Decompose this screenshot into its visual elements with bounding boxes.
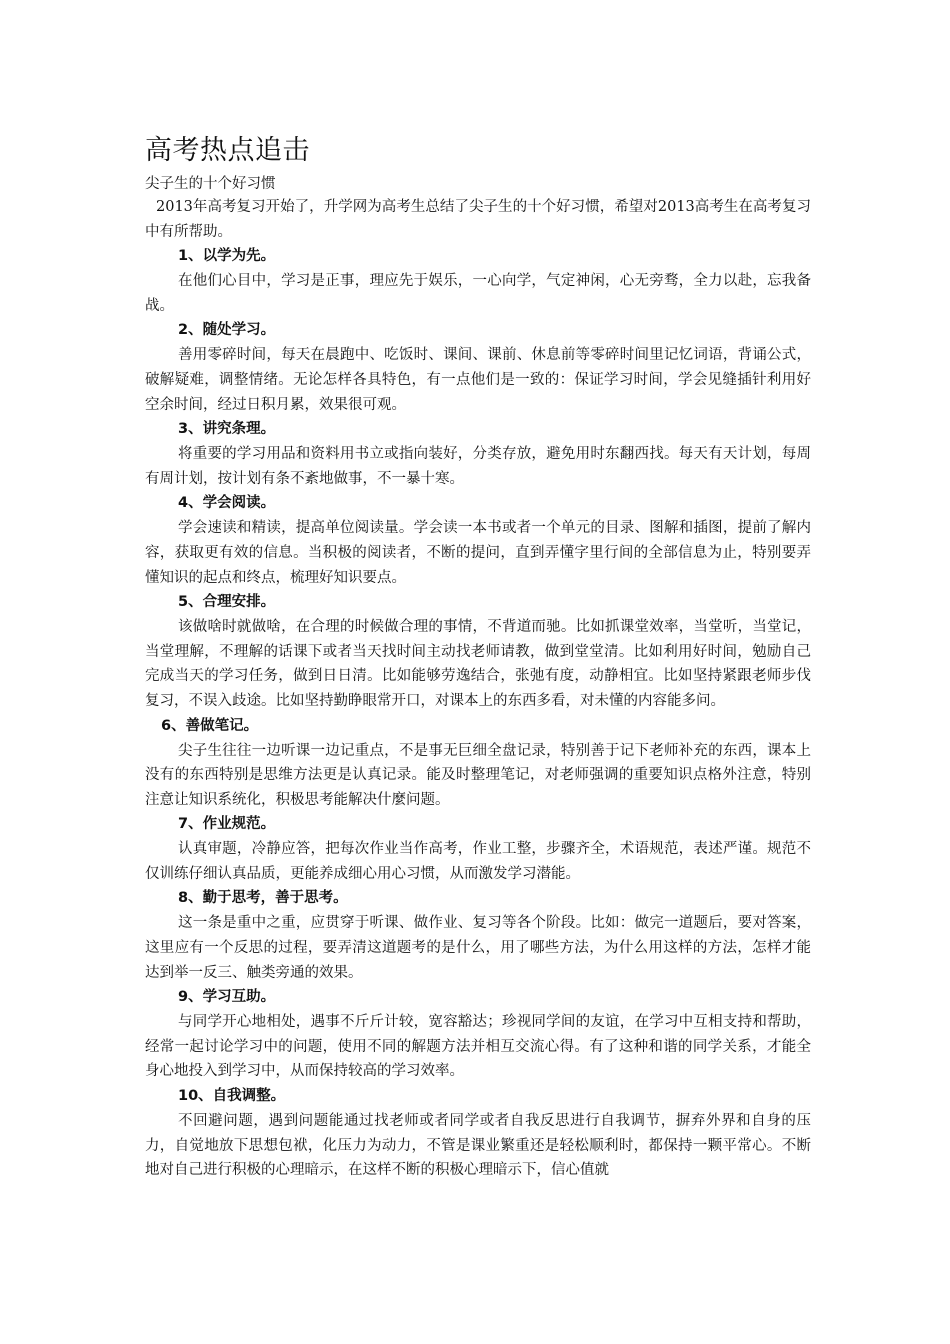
- section-body: 在他们心目中，学习是正事，理应先于娱乐，一心向学，气定神闲，心无旁骛，全力以赴，忘我备战。: [145, 273, 811, 314]
- section-3: [145, 417, 811, 491]
- section-2: [145, 318, 811, 417]
- section-7: [145, 812, 811, 886]
- section-body: 学会速读和精读，提高单位阅读量。学会读一本书或者一个单元的目录、图解和插图，提前了解内容，获取更有效的信息。当积极的阅读者，不断的提问，直到弄懂字里行间的全部信息为止，特别要弄懂知识的起点和终点，梳理好知识要点。: [145, 520, 811, 586]
- section-9: [145, 985, 811, 1084]
- document-title: 高考热点追击: [145, 135, 310, 166]
- section-heading: 2、随处学习。: [178, 322, 276, 339]
- section-body: 与同学开心地相处，遇事不斤斤计较，宽容豁达；珍视同学间的友谊，在学习中互相支持和帮助，经常一起讨论学习中的问题，使用不同的解题方法并相互交流心得。有了这种和谐的同学关系，才能全身心地投入到学习中，从而保持较高的学习效率。: [145, 1014, 811, 1080]
- section-body: 将重要的学习用品和资料用书立或指向装好，分类存放，避免用时东翻西找。每天有天计划，每周有周计划，按计划有条不紊地做事，不一暴十寒。: [145, 446, 811, 487]
- section-body: 这一条是重中之重，应贯穿于听课、做作业、复习等各个阶段。比如：做完一道题后，要对答案，这里应有一个反思的过程，要弄清这道题考的是什么，用了哪些方法，为什么用这样的方法，怎样才能达到举一反三、触类旁通的效果。: [145, 915, 811, 981]
- section-body: 尖子生往往一边听课一边记重点，不是事无巨细全盘记录，特别善于记下老师补充的东西，课本上没有的东西特别是思维方法更是认真记录。能及时整理笔记，对老师强调的重要知识点格外注意，特别注意让知识系统化，积极思考能解决什麼问题。: [145, 742, 811, 808]
- section-heading: 6、善做笔记。: [161, 717, 259, 734]
- section-heading: 4、学会阅读。: [178, 495, 276, 512]
- section-10: [145, 1084, 811, 1183]
- section-body: 认真审题，冷静应答，把每次作业当作高考，作业工整，步骤齐全，术语规范，表述严谨。规范不仅训练仔细认真品质，更能养成细心用心习惯，从而激发学习潜能。: [145, 841, 811, 882]
- section-heading: 9、学习互助。: [178, 989, 276, 1006]
- section-heading: 7、作业规范。: [178, 816, 276, 833]
- section-4: [145, 491, 811, 590]
- section-heading: 5、合理安排。: [178, 594, 276, 611]
- section-heading: 8、勤于思考，善于思考。: [178, 890, 348, 907]
- section-heading: 10、自我调整。: [178, 1088, 286, 1105]
- section-heading: 1、以学为先。: [178, 248, 276, 265]
- section-body: 善用零碎时间，每天在晨跑中、吃饭时、课间、课前、休息前等零碎时间里记忆词语，背诵公式，破解疑难，调整情绪。无论怎样各具特色，有一点他们是一致的：保证学习时间，学会见缝插针利用好空余时间，经过日积月累，效果很可观。: [145, 347, 811, 413]
- section-8: [145, 886, 811, 985]
- document-subtitle: 尖子生的十个好习惯: [145, 176, 276, 192]
- document-content: [145, 133, 811, 1183]
- section-1: [145, 244, 811, 318]
- section-body: 不回避问题，遇到问题能通过找老师或者同学或者自我反思进行自我调节，摒弃外界和自身的压力，自觉地放下思想包袱，化压力为动力，不管是课业繁重还是轻松顺利时，都保持一颗平常心。不断地对自己进行积极的心理暗示，在这样不断的积极心理暗示下，信心值就: [145, 1113, 811, 1179]
- intro-paragraph: 2013年高考复习开始了，升学网为高考生总结了尖子生的十个好习惯，希望对2013高考生在高考复习中有所帮助。: [145, 199, 811, 240]
- section-5: [145, 590, 811, 713]
- section-heading: 3、讲究条理。: [178, 421, 276, 438]
- section-body: 该做啥时就做啥，在合理的时候做合理的事情，不背道而驰。比如抓课堂效率，当堂听，当堂记，当堂理解，不理解的话课下或者当天找时间主动找老师请教，做到堂堂清。比如利用好时间，勉励自己完成当天的学习任务，做到日日清。比如能够劳逸结合，张弛有度，动静相宜。比如坚持紧跟老师步伐复习，不误入歧途。比如坚持勤睁眼常开口，对课本上的东西多看，对未懂的内容能多问。: [145, 619, 811, 709]
- section-6: [145, 714, 811, 813]
